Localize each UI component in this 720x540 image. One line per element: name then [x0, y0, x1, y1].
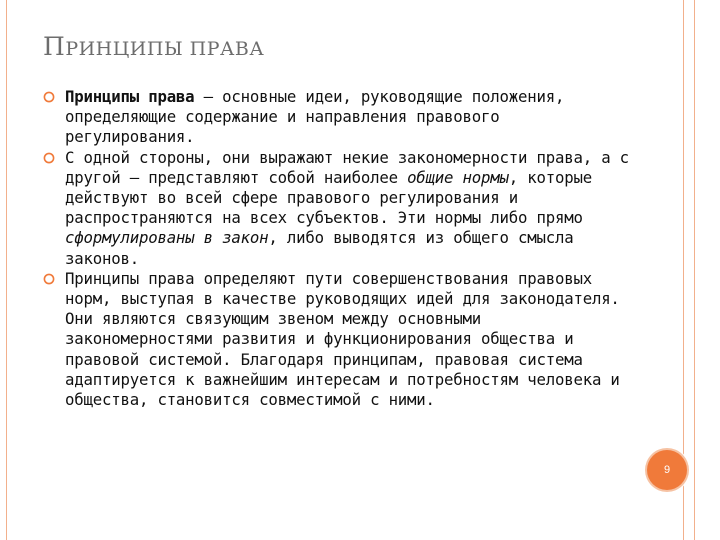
frame-right-line-outer: [694, 0, 695, 540]
circle-bullet-icon: [43, 91, 55, 103]
italic-formulated-in-law: сформулированы в закон: [65, 228, 269, 248]
slide-content: [43, 87, 633, 410]
laws-text-part-3: , либо выводятся из общего смысла законов.: [65, 228, 574, 268]
italic-general-norms: общие нормы: [407, 167, 509, 187]
laws-text-part-2: , которые действуют во всей сфере правового регулирования и распространяются на всех субъектов. Эти нормы либо прямо: [65, 167, 592, 228]
circle-bullet-icon: [43, 273, 55, 285]
page-number: 9: [647, 450, 687, 490]
bullet-item-improvement: [43, 269, 633, 410]
circle-bullet-icon: [43, 152, 55, 164]
term-principles-of-law: Принципы права: [65, 87, 195, 106]
slide-title-initial: П: [43, 32, 66, 61]
page-number-badge: [644, 447, 690, 493]
frame-left-line: [6, 0, 7, 540]
definition-text: — основные идеи, руководящие положения, определяющие содержание и направления правового регулирования.: [65, 87, 565, 147]
slide-title: [43, 32, 264, 61]
bullet-item-laws: [43, 148, 633, 269]
slide-title-rest: РИНЦИПЫ ПРАВА: [65, 38, 265, 60]
bullet-item-definition: [43, 87, 633, 148]
improvement-text: Принципы права определяют пути совершенствования правовых норм, выступая в качестве руководящих идей для законодателя. Они являются связующим звеном между основными закономерностями развития и функционирования общества и правовой системой. Благодаря принципам, правовая система адаптируется к важнейшим интересам и потребностям человека и общества, становится совместимой с ними.: [65, 268, 620, 410]
laws-text-part-1: С одной стороны, они выражают некие закономерности права, а с другой — представляют собой наиболее: [65, 147, 629, 187]
